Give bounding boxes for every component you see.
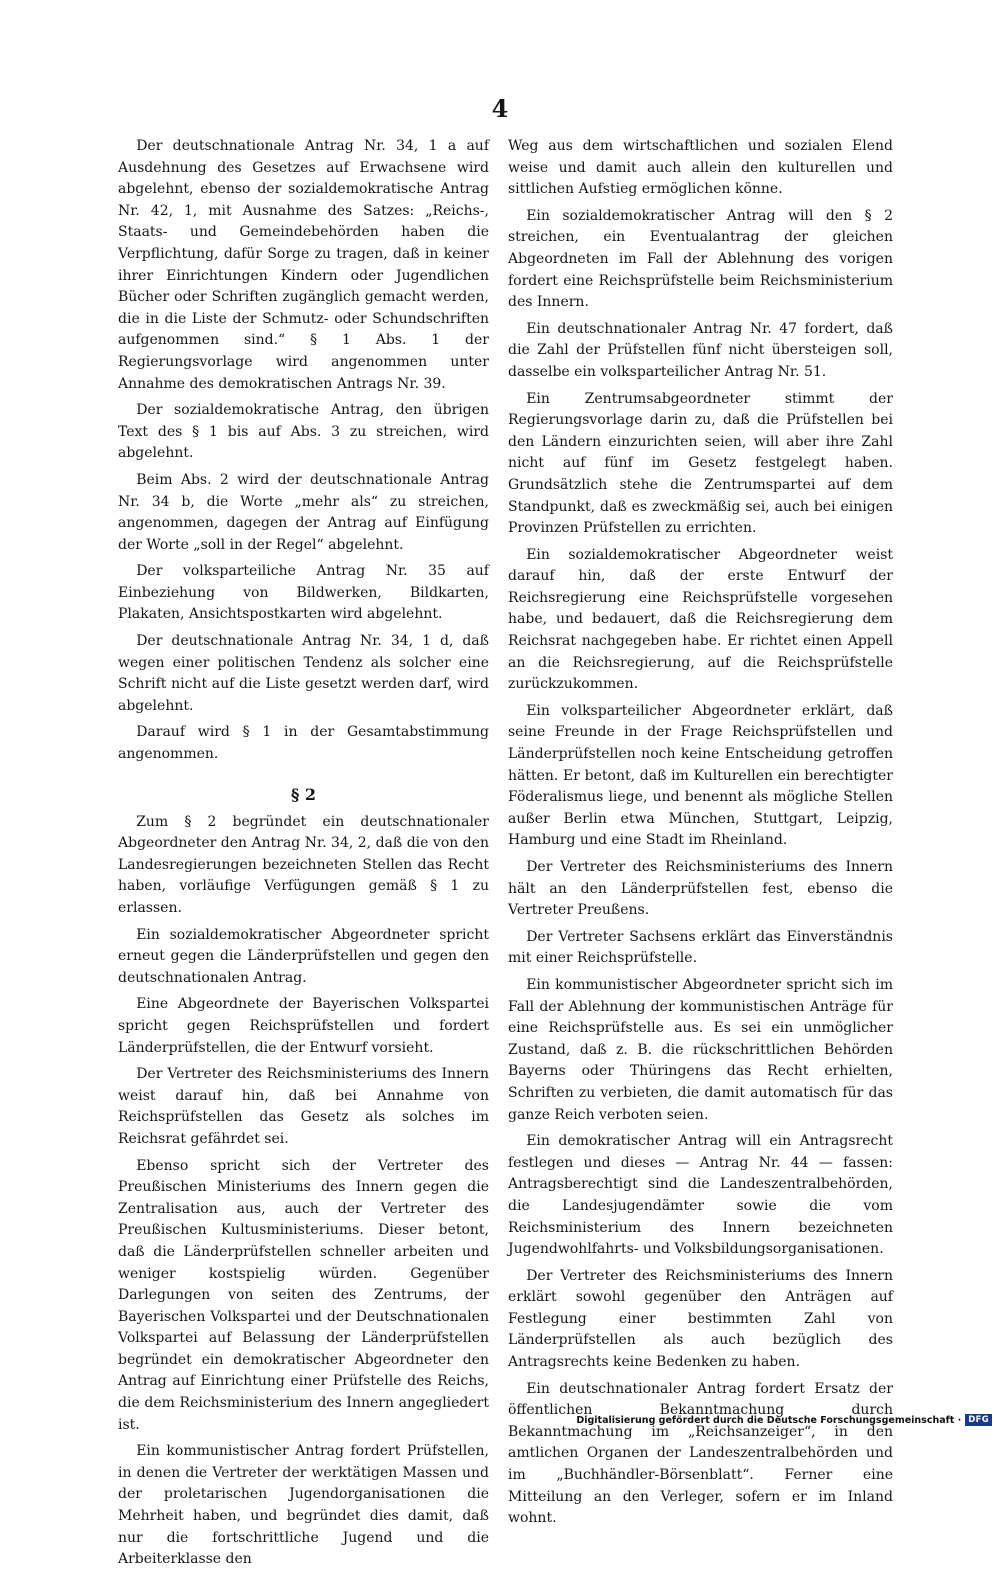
page-number: 4 (491, 94, 509, 123)
paragraph: Ebenso spricht sich der Vertreter des Preußischen Ministeriums des Innern gegen die Zentralisation aus, auch der Vertreter des Preußischen Kultusministeriums. Dieser betont, daß die Länderprüfstellen schneller arbeiten und weniger kostspielig würden. Gegenüber Darlegungen von seiten des Zentrums, der Bayerischen Volkspartei und der Deutschnationalen Volkspartei auf Belassung der Länderprüfstellen begründet ein demokratischer Abgeordneter den Antrag auf Einrichtung einer Prüfstelle des Reichs, die dem Reichsministerium des Innern angegliedert ist. (118, 1157, 489, 1433)
paragraph: Ein sozialdemokratischer Abgeordneter weist darauf hin, daß der erste Entwurf der Reichsregierung eine Reichsprüfstelle vorgesehen habe, und bedauert, daß die Reichsregierung dem Reichsrat nachgegeben habe. Er richtet einen Appell an die Reichsregierung, auf die Reichsprüfstelle zurückzukommen. (508, 546, 893, 693)
paragraph: Ein Zentrumsabgeordneter stimmt der Regierungsvorlage darin zu, daß die Prüfstellen bei den Ländern einzurichten seien, will aber ihre Zahl nicht auf fünf im Gesetz festgelegt haben. Grundsätzlich stehe die Zentrumspartei auf dem Standpunkt, daß es zweckmäßig sei, auch bei einigen Provinzen Prüfstellen zu errichten. (508, 390, 893, 537)
section-heading: § 2 (290, 784, 317, 804)
paragraph: Ein deutschnationaler Antrag Nr. 47 fordert, daß die Zahl der Prüfstellen fünf nicht übersteigen soll, dasselbe ein volksparteilicher Antrag Nr. 51. (508, 320, 893, 380)
paragraph: Ein kommunistischer Abgeordneter spricht sich im Fall der Ablehnung der kommunistischen Anträge für eine Reichsprüfstelle aus. Es sei ein unmöglicher Zustand, daß z. B. die rückschrittlichen Behörden Bayerns oder Thüringens das Recht erhielten, Schriften zu verbieten, die damit automatisch für das ganze Reich verboten seien. (508, 976, 893, 1123)
digitization-footer (576, 1414, 992, 1426)
paragraph: Ein volksparteilicher Abgeordneter erklärt, daß seine Freunde in der Frage Reichsprüfstellen und Länderprüfstellen noch keine Entscheidung getroffen hätten. Er betont, daß im Kulturellen ein berechtigter Föderalismus liege, und benennt als mögliche Stellen außer Berlin etwa München, Stuttgart, Leipzig, Hamburg und eine Stadt im Rheinland. (508, 702, 893, 849)
paragraph: Ein demokratischer Antrag will ein Antragsrecht festlegen und dieses — Antrag Nr. 44 — fassen: Antragsberechtigt sind die Landeszentralbehörden, die Landesjugendämter sowie die vom Reichsministerium des Innern bezeichneten Jugendwohlfahrts- und Volksbildungsorganisationen. (508, 1133, 893, 1258)
paragraph: Beim Abs. 2 wird der deutschnationale Antrag Nr. 34 b, die Worte „mehr als“ zu streichen, angenommen, dagegen der Antrag auf Einfügung der Worte „soll in der Regel“ abgelehnt. (118, 471, 489, 553)
right-column (508, 136, 893, 1535)
paragraph: Ein sozialdemokratischer Antrag will den § 2 streichen, ein Eventualantrag der gleichen Abgeordneten im Fall der Ablehnung des vorigen fordert eine Reichsprüfstelle beim Reichsministerium des Innern. (508, 207, 893, 311)
paragraph: Ein deutschnationaler Antrag fordert Ersatz der öffentlichen Bekanntmachung durch Bekanntmachung im „Reichsanzeiger“, in den amtlichen Organen der Landeszentralbehörden und im „Buchhändler-Börsenblatt“. Ferner eine Mitteilung an den Verleger, sofern er im Inland wohnt. (508, 1380, 893, 1527)
paragraph: Der deutschnationale Antrag Nr. 34, 1 d, daß wegen einer politischen Tendenz als solcher eine Schrift nicht auf die Liste gesetzt werden darf, wird abgelehnt. (118, 633, 489, 714)
paragraph-continuation: Weg aus dem wirtschaftlichen und sozialen Elend weise und damit auch allein den kulturellen und sittlichen Aufstieg ermöglichen könne. (508, 138, 893, 198)
paragraph: Darauf wird § 1 in der Gesamtabstimmung angenommen. (118, 724, 489, 763)
paragraph: Ein kommunistischer Antrag fordert Prüfstellen, in denen die Vertreter der werktätigen Massen und der proletarischen Jugendorganisationen die Mehrheit haben, und begründet dies damit, daß nur die fortschrittliche Jugend und die Arbeiterklasse den (118, 1443, 489, 1568)
paragraph: Zum § 2 begründet ein deutschnationaler Abgeordneter den Antrag Nr. 34, 2, daß die von den Landesregierungen bezeichneten Stellen das Recht haben, vorläufige Verfügungen gemäß § 1 zu erlassen. (118, 813, 489, 916)
paragraph: Der Vertreter Sachsens erklärt das Einverständnis mit einer Reichsprüfstelle. (508, 928, 893, 967)
paragraph: Der Vertreter des Reichsministeriums des Innern weist darauf hin, daß bei Annahme von Reichsprüfstellen das Gesetz als solches im Reichsrat gefährdet sei. (118, 1066, 489, 1147)
left-column (118, 136, 489, 1576)
paragraph: Ein sozialdemokratischer Abgeordneter spricht erneut gegen die Länderprüfstellen und gegen den deutschnationalen Antrag. (118, 926, 489, 986)
paragraph: Der Vertreter des Reichsministeriums des Innern hält an den Länderprüfstellen fest, ebenso die Vertreter Preußens. (508, 859, 893, 919)
paragraph: Der Vertreter des Reichsministeriums des Innern erklärt sowohl gegenüber den Anträgen auf Festlegung einer bestimmten Zahl von Länderprüfstellen als auch bezüglich des Antragsrechts keine Bedenken zu haben. (508, 1267, 893, 1371)
paragraph: Der volksparteiliche Antrag Nr. 35 auf Einbeziehung von Bildwerken, Bildkarten, Plakaten, Ansichtspostkarten wird abgelehnt. (118, 563, 489, 623)
footer-credit: Digitalisierung gefördert durch die Deutsche Forschungsgemeinschaft · (576, 1414, 962, 1426)
paragraph: Eine Abgeordnete der Bayerischen Volkspartei spricht gegen Reichsprüfstellen und fordert Länderprüfstellen, die der Entwurf vorsieht. (118, 996, 489, 1056)
paragraph: Der sozialdemokratische Antrag, den übrigen Text des § 1 bis auf Abs. 3 zu streichen, wird abgelehnt. (118, 402, 489, 462)
dfg-logo: DFG (965, 1414, 992, 1426)
paragraph: Der deutschnationale Antrag Nr. 34, 1 a auf Ausdehnung des Gesetzes auf Erwachsene wird abgelehnt, ebenso der sozialdemokratische Antrag Nr. 42, 1, mit Ausnahme des Satzes: „Reichs-, Staats- und Gemeindebehörden haben die Verpflichtung, dafür Sorge zu tragen, daß in keiner ihrer Einrichtungen Kindern oder Jugendlichen Bücher oder Schriften zugänglich gemacht werden, die in die Liste der Schmutz- oder Schundschriften aufgenommen sind.“ § 1 Abs. 1 der Regierungsvorlage wird angenommen unter Annahme des demokratischen Antrags Nr. 39. (118, 138, 489, 392)
